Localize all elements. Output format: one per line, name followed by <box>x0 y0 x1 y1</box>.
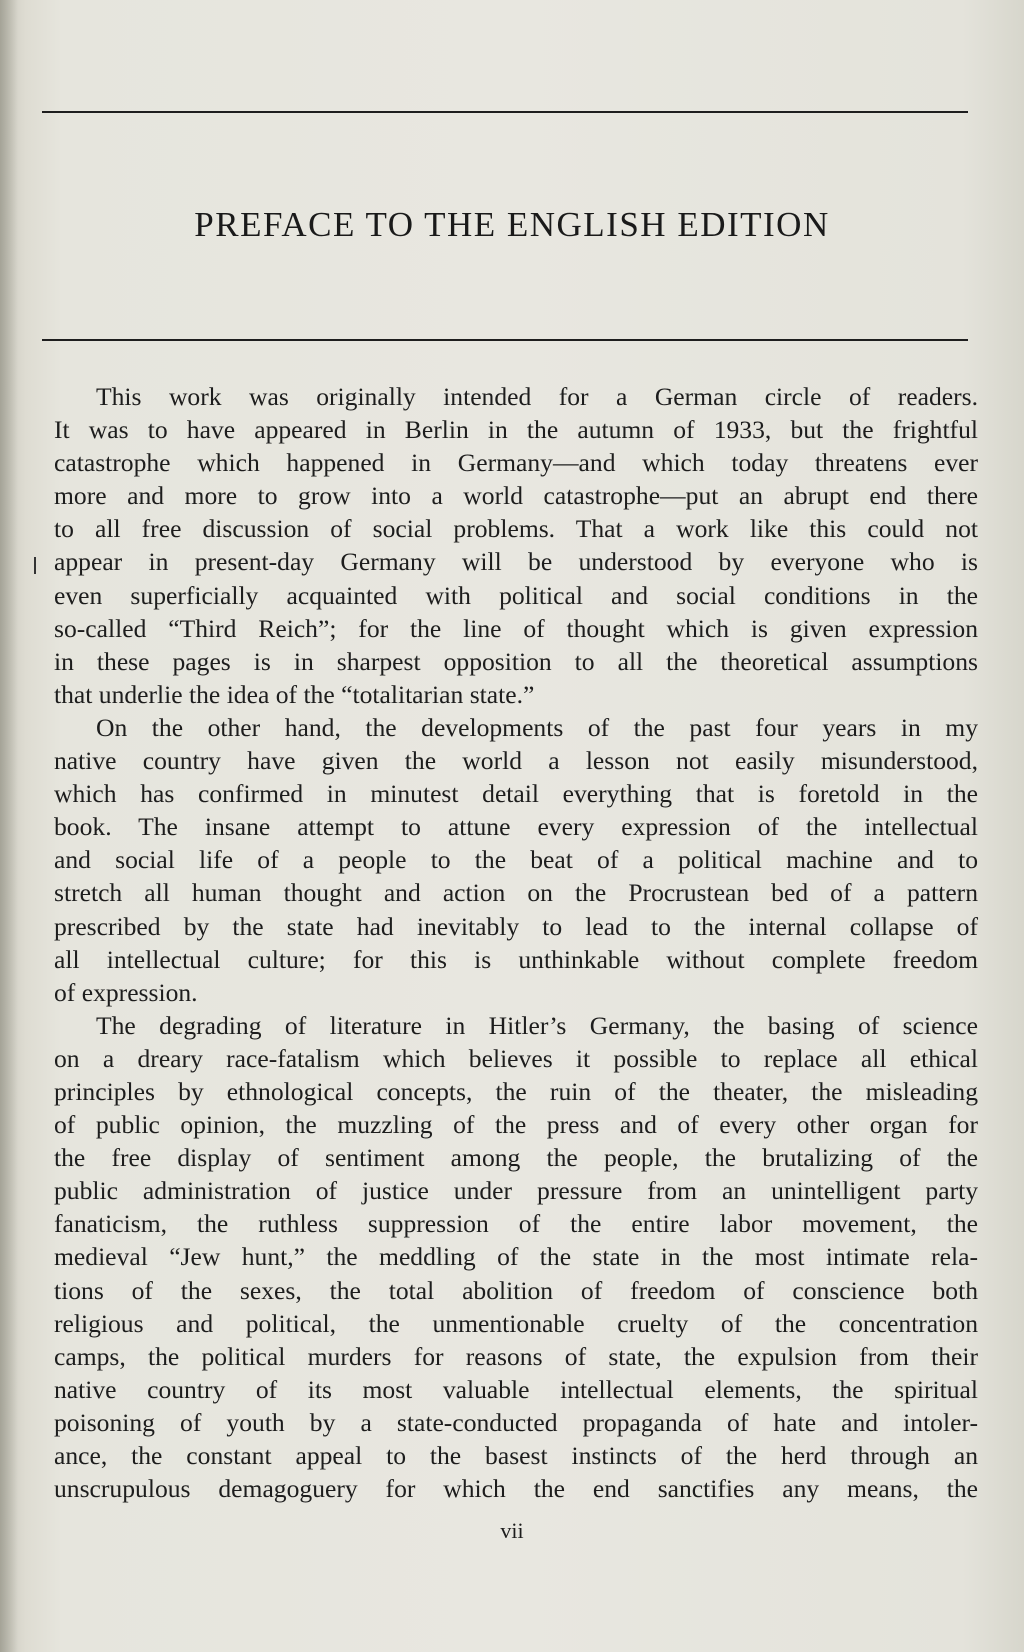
text-line: native country have given the world a lesson not easily misunderstood, <box>54 746 978 776</box>
text-line: more and more to grow into a world catastrophe—put an abrupt end there <box>54 481 978 511</box>
text-line: book. The insane attempt to attune every expression of the intellectual <box>54 812 978 842</box>
bottom-rule <box>42 339 968 341</box>
text-line: camps, the political murders for reasons of state, the expulsion from their <box>54 1341 978 1371</box>
chapter-title: PREFACE TO THE ENGLISH EDITION <box>194 205 830 244</box>
text-line: stretch all human thought and action on the Procrustean bed of a pattern <box>54 878 978 908</box>
text-line: to all free discussion of social problems. That a work like this could not <box>54 514 978 544</box>
text-line: prescribed by the state had inevitably to lead to the internal collapse of <box>54 911 978 941</box>
text-line: in these pages is in sharpest opposition to all the theoretical assumptions <box>54 646 978 676</box>
body-text <box>54 380 978 1505</box>
text-line: appear in present-day Germany will be understood by everyone who is <box>54 547 978 577</box>
text-line: even superficially acquainted with political and social conditions in the <box>54 580 978 610</box>
text-line: catastrophe which happened in Germany—and which today threatens ever <box>54 448 978 478</box>
text-line: This work was originally intended for a German circle of readers. <box>96 382 978 411</box>
text-line: that underlie the idea of the “totalitarian state.” <box>54 679 535 709</box>
text-line: fanaticism, the ruthless suppression of the entire labor movement, the <box>54 1209 978 1239</box>
paragraph <box>54 380 978 711</box>
text-line: the free display of sentiment among the people, the brutalizing of the <box>54 1143 978 1173</box>
text-line: so-called “Third Reich”; for the line of thought which is given expression <box>54 613 978 643</box>
text-line: poisoning of youth by a state-conducted propaganda of hate and intoler- <box>54 1407 978 1437</box>
text-line: all intellectual culture; for this is unthinkable without complete freedom <box>54 944 978 974</box>
text-line: unscrupulous demagoguery for which the end sanctifies any means, the <box>54 1474 978 1504</box>
text-line: On the other hand, the developments of the past four years in my <box>96 712 978 742</box>
text-line: medieval “Jew hunt,” the meddling of the state in the most intimate rela- <box>54 1242 978 1272</box>
text-line: and social life of a people to the beat of a political machine and to <box>54 845 978 875</box>
paragraph <box>54 711 978 1009</box>
text-line: tions of the sexes, the total abolition of freedom of conscience both <box>54 1275 978 1305</box>
text-line: of expression. <box>54 977 198 1007</box>
text-line: principles by ethnological concepts, the ruin of the theater, the misleading <box>54 1076 978 1106</box>
text-line: of public opinion, the muzzling of the press and of every other organ for <box>54 1110 978 1140</box>
text-line: on a dreary race-fatalism which believes it possible to replace all ethical <box>54 1043 978 1073</box>
paragraph <box>54 1009 978 1505</box>
gutter-shadow <box>0 0 18 1652</box>
page-number: vii <box>500 1518 524 1543</box>
top-rule <box>42 111 968 113</box>
margin-pencil-mark <box>34 557 36 574</box>
text-line: religious and political, the unmentionable cruelty of the concentration <box>54 1308 978 1338</box>
text-line: which has confirmed in minutest detail everything that is foretold in the <box>54 779 978 809</box>
text-line: ance, the constant appeal to the basest instincts of the herd through an <box>54 1441 978 1470</box>
text-line: native country of its most valuable intellectual elements, the spiritual <box>54 1374 978 1404</box>
text-line: It was to have appeared in Berlin in the autumn of 1933, but the frightful <box>54 415 978 445</box>
text-line: public administration of justice under pressure from an unintelligent party <box>54 1176 978 1206</box>
text-line: The degrading of literature in Hitler’s Germany, the basing of science <box>96 1010 978 1040</box>
